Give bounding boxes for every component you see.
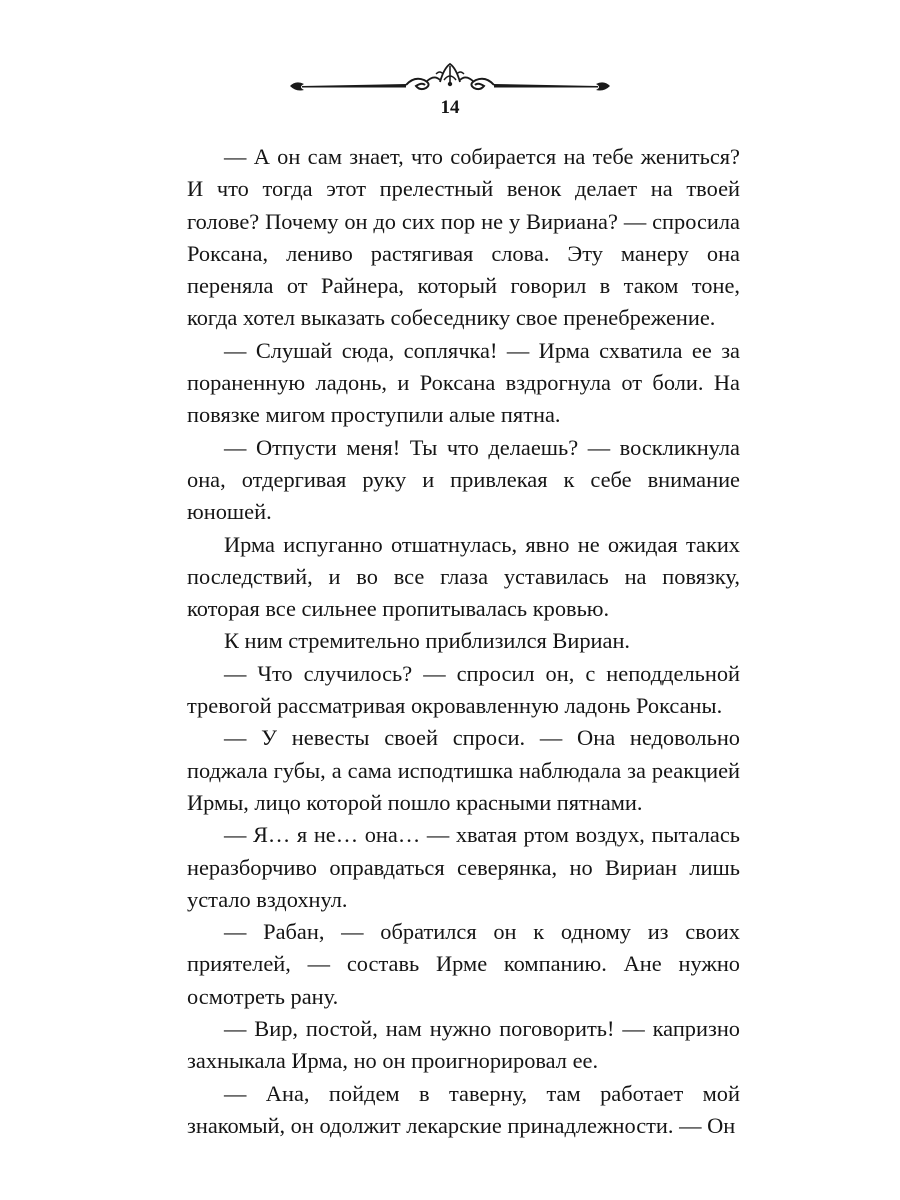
paragraph: Ирма испуганно отшатнулась, явно не ожидая таких последствий, и во все глаза уставилась на повязку, которая все сильнее пропитывалась кровью. xyxy=(187,531,740,622)
paragraph: — А он сам знает, что собирается на тебе жениться? И что тогда этот прелестный венок делает на твоей голове? Почему он до сих пор не у Вириана? — спросила Роксана, лениво растягивая слова. Эту манеру она переняла от Райнера, который говорил в таком тоне, когда хотел выказать собеседнику свое пренебрежение. xyxy=(187,144,740,331)
paragraph: — Что случилось? — спросил он, с неподдельной тревогой рассматривая окровавленную ладонь Роксаны. xyxy=(187,660,740,719)
paragraph: — Отпусти меня! Ты что делаешь? — воскликнула она, отдергивая руку и привлекая к себе внимание юношей. xyxy=(187,434,740,525)
paragraph: — Слушай сюда, соплячка! — Ирма схватила ее за пораненную ладонь, и Роксана вздрогнула от боли. На повязке мигом проступили алые пятна. xyxy=(187,337,740,428)
page-number: 14 xyxy=(440,97,460,118)
body-text xyxy=(187,141,740,1142)
paragraph: — У невесты своей спроси. — Она недовольно поджала губы, а сама исподтишка наблюдала за реакцией Ирмы, лицо которой пошло красными пятнами. xyxy=(187,725,740,815)
paragraph: — Ана, пойдем в таверну, там работает мой знакомый, он одолжит лекарские принадлежности. — Он xyxy=(187,1080,740,1138)
paragraph: — Я… я не… она… — хватая ртом воздух, пыталась неразборчиво оправдаться северянка, но Вириан лишь устало вздохнул. xyxy=(187,822,740,912)
paragraph: К ним стремительно приблизился Вириан. xyxy=(224,628,631,654)
paragraph: — Вир, постой, нам нужно поговорить! — капризно захныкала Ирма, но он проигнорировал ее. xyxy=(187,1016,740,1074)
paragraph: — Рабан, — обратился он к одному из своих приятелей, — составь Ирме компанию. Ане нужно осмотреть рану. xyxy=(187,919,740,1009)
header-ornament xyxy=(288,60,612,100)
